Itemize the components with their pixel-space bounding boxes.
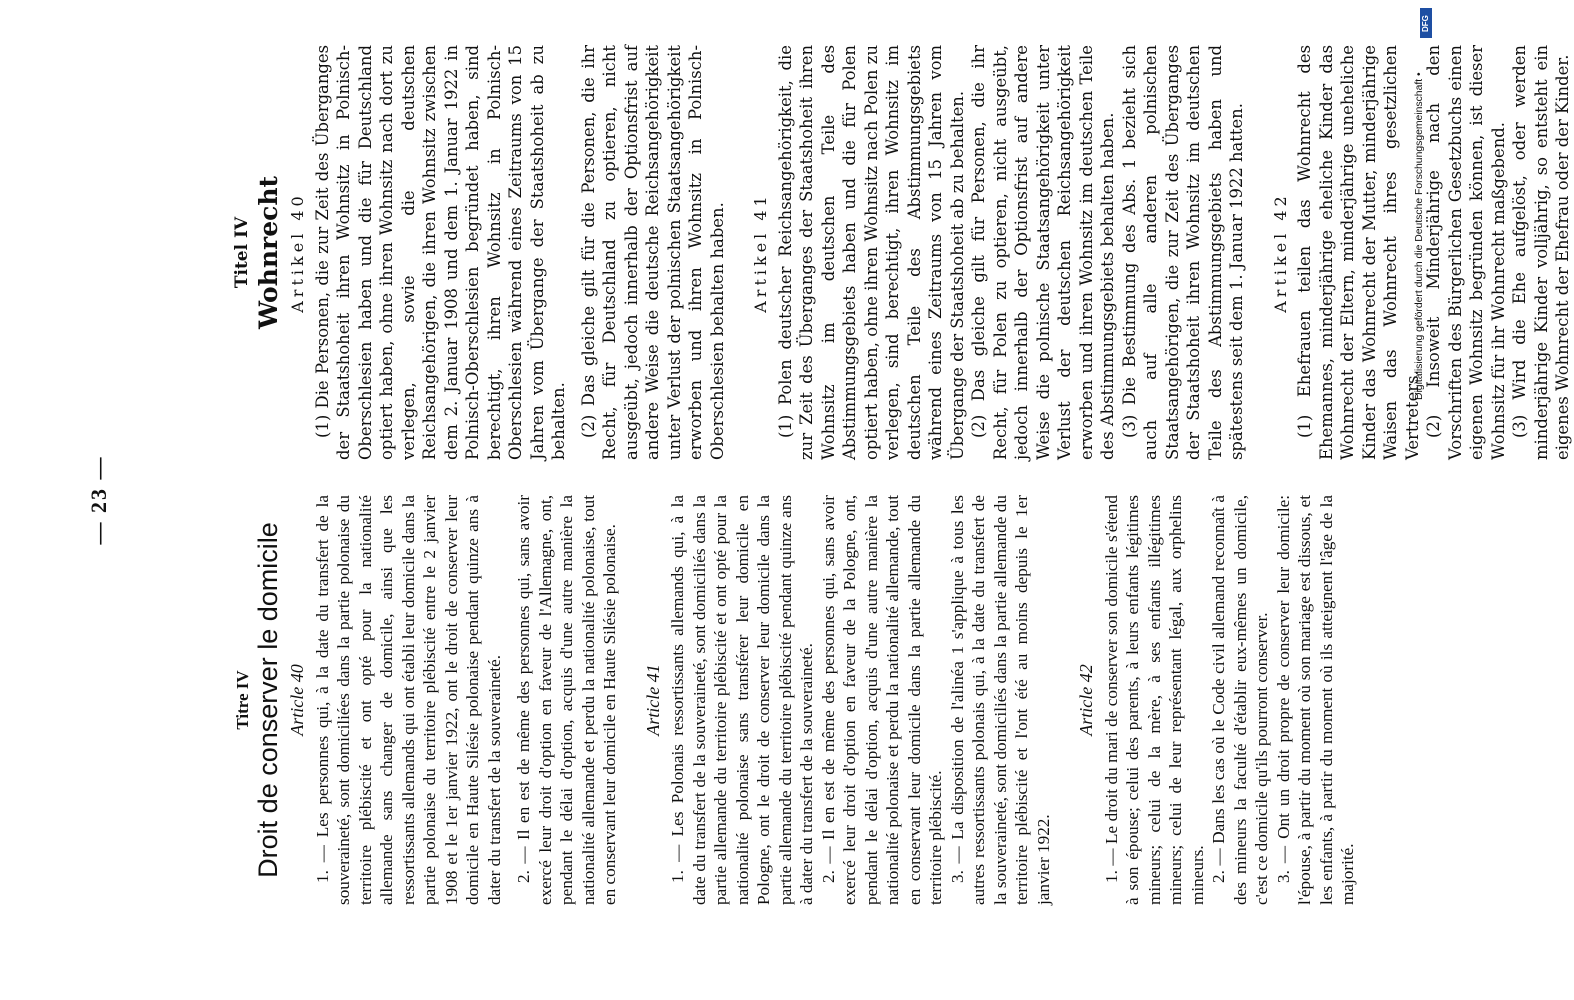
digitization-credit	[1411, 8, 1431, 400]
german-column	[232, 45, 1574, 460]
french-article-42-paragraph-1: 1. — Le droit du mari de conserver son domicile s'étend à son épouse; celui des parents, à leurs enfants légitimes mineurs; celui de la mère, à ses enfants illégitimes mineurs; celui de leur représentant légal, aux orphelins mineurs.	[1101, 495, 1207, 905]
french-article-41-paragraph-1: 1. — Les Polonais ressortissants allemands qui, à la date du transfert de la souveraineté, sont domiciliés dans la partie allemande du territoire plébiscité et ont opté pour la nationalité polonaise sans transférer leur domicile en Pologne, ont le droit de conserver leur domicile dans la partie allemande du territoire plébiscité pendant quinze ans à dater du transfert de la souveraineté.	[668, 495, 816, 905]
digitization-credit-text: Digitalisierung gefördert durch die Deutsche Forschungsgemeinschaft •	[1414, 72, 1425, 400]
german-article-40-paragraph-2: (2) Das gleiche gilt für die Personen, die ihr Recht, für Deutschland zu optieren, nicht ausgeübt, jedoch innerhalb der Optionsfrist auf andere Weise die deutsche Reichsangehörigkeit unter Verlust der polnischen Staatsangehörigkeit erworben und ihren Wohnsitz in Polnisch-Oberschlesien behalten haben.	[578, 45, 727, 460]
french-article-42-paragraph-3: 3. — Ont un droit propre de conserver leur domicile: l'épouse, à partir du moment où son mariage est dissous, et les enfants, à partir du moment où ils atteignent l'âge de la majorité.	[1273, 495, 1357, 905]
french-article-41-paragraph-3: 3. — La disposition de l'alinéa 1 s'applique à tous les autres ressortissants polonais qui, à la date du transfert de la souveraineté, sont domiciliés dans la partie allemande du territoire plébiscité et l'ont été au moins depuis le 1er janvier 1922.	[947, 495, 1053, 905]
german-title-label: Titel IV	[232, 216, 252, 289]
german-article-42-paragraph-3: (3) Wird die Ehe aufgelöst, oder werden minderjährige Kinder volljährig, so entsteht ein eigenes Wohnrecht der Ehefrau oder der Kinder.	[1510, 45, 1572, 460]
dfg-logo	[1420, 8, 1432, 38]
german-article-42-heading: Artikel 42	[1270, 192, 1290, 313]
french-article-40-heading: Article 40	[287, 664, 307, 736]
french-column	[232, 495, 1359, 905]
german-article-42-paragraph-2: (2) Insoweit Minderjährige nach den Vorschriften des Bürgerlichen Gesetzbuchs einen eigenen Wohnsitz begründen können, ist dieser Wohnsitz für ihr Wohnrecht maßgebend.	[1424, 45, 1508, 460]
german-article-41-paragraph-3: (3) Die Bestimmung des Abs. 1 bezieht sich auch auf alle anderen polnischen Staatsangehörigen, die zur Zeit des Überganges der Staatshoheit ihren Wohnsitz im deutschen Teile des Abstimmungsgebiets haben und spätestens seit dem 1. Januar 1922 hatten.	[1119, 45, 1246, 460]
dfg-logo-text: DFG	[1421, 15, 1430, 32]
french-title-label: Titre IV	[233, 670, 252, 730]
french-article-42-paragraph-2: 2. — Dans les cas où le Code civil allemand reconnaît à des mineurs la faculté d'établir eux-mêmes un domicile, c'est ce domicile qu'ils pourront conserver.	[1209, 495, 1271, 905]
french-article-41-paragraph-2: 2. — Il en est de même des personnes qui, sans avoir exercé leur droit d'option en faveur de la Pologne, ont, pendant le délai d'option, acquis d'une autre manière la nationalité polonaise et perdu la nationalité allemande, tout en conservant leur domicile dans la partie allemande du territoire plébiscité.	[818, 495, 945, 905]
german-title: Wohnrecht	[253, 175, 283, 330]
german-article-41-paragraph-2: (2) Das gleiche gilt für Personen, die ihr Recht, für Polen zu optieren, nicht ausgeübt, jedoch innerhalb der Optionsfrist auf andere Weise die polnische Staatsangehörigkeit unter Verlust der deutschen Reichsangehörigkeit erworben und ihren Wohnsitz im deutschen Teile des Abstimmungsgebiets behalten haben.	[969, 45, 1117, 460]
german-article-41-heading: Artikel 41	[751, 192, 770, 313]
german-article-40-heading: Artikel 40	[288, 192, 307, 313]
french-article-40-paragraph-1: 1. — Les personnes qui, à la date du transfert de la souveraineté, sont domiciliées dans la partie polonaise du territoire plébiscité et ont opté pour la nationalité allemande sans changer de domicile, ainsi que les ressortissants allemands qui ont établi leur domicile dans la partie polonaise du territoire plébiscité entre le 2 janvier 1908 et le 1er janvier 1922, ont le droit de conserver leur domicile en Haute Silésie polonaise pendant quinze ans à dater du transfert de la souveraineté.	[312, 495, 504, 905]
german-article-41-paragraph-1: (1) Polen deutscher Reichsangehörigkeit, die zur Zeit des Überganges der Staatshoheit ihren Wohnsitz im deutschen Teile des Abstimmungsgebiets haben und die für Polen optiert haben, ohne ihren Wohnsitz nach Polen zu verlegen, sind berechtigt, ihren Wohnsitz im deutschen Teile des Abstimmungsgebiets während eines Zeitraums von 15 Jahren vom Übergange der Staatshoheit ab zu behalten.	[775, 45, 967, 460]
french-article-40-paragraph-2: 2. — Il en est de même des personnes qui, sans avoir exercé leur droit d'option en faveur de l'Allemagne, ont, pendant le délai d'option, acquis d'une autre manière la nationalité allemande et perdu la nationalité polonaise, tout en conservant leur domicile en Haute Silésie polonaise.	[514, 495, 619, 905]
french-article-42-heading: Article 42	[1076, 664, 1096, 736]
french-title: Droit de conserver le domicile	[252, 522, 283, 878]
french-article-41-heading: Article 41	[642, 664, 663, 736]
page-number: — 23 —	[86, 455, 111, 545]
german-article-40-paragraph-1: (1) Die Personen, die zur Zeit des Überganges der Staatshoheit ihren Wohnsitz in Polnisch-Oberschlesien haben und die für Deutschland optiert haben, ohne ihren Wohnsitz nach dort zu verlegen, sowie die deutschen Reichsangehörigen, die ihren Wohnsitz zwischen dem 2. Januar 1908 und dem 1. Januar 1922 in Polnisch-Oberschlesien begründet haben, sind berechtigt, ihren Wohnsitz in Polnisch-Oberschlesien während eines Zeitraums von 15 Jahren vom Übergange der Staatshoheit ab zu behalten.	[312, 45, 568, 460]
german-article-42-paragraph-1: (1) Ehefrauen teilen das Wohnrecht des Ehemannes, minderjährige eheliche Kinder das Wohnrecht der Eltern, minderjährige uneheliche Kinder das Wohnrecht der Mutter, minderjährige Waisen das Wohnrecht ihres gesetzlichen Vertreters.	[1295, 45, 1422, 460]
